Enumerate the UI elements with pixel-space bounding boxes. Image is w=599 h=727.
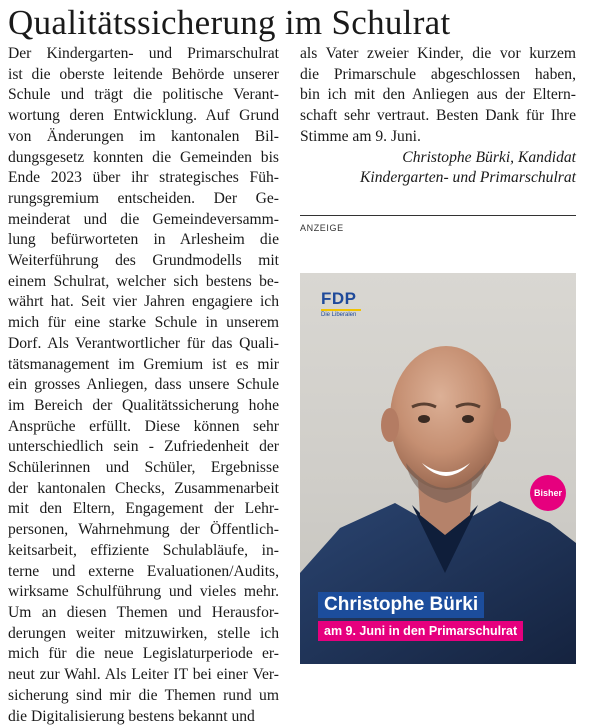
text-line: Ende 2023 über ihr strategisches Füh- (8, 168, 279, 189)
text-line: rungsgremium entscheiden. Der Ge- (8, 189, 279, 210)
text-line: meinderat und die Gemeindeversamm- (8, 210, 279, 231)
text-line: personen, Wahrnehmung der Öffentlich- (8, 520, 279, 541)
ad-divider (300, 215, 576, 216)
text-line: wortung deren Entwicklung. Auf Grund (8, 106, 279, 127)
text-line: einem Schulrat, welcher sich bestens be- (8, 272, 279, 293)
text-line: lung befürworteten in Arlesheim die (8, 230, 279, 251)
fdp-logo (321, 290, 365, 319)
text-line: mich für die neue Legislaturperiode er- (8, 644, 279, 665)
text-line: dungsgesetz konnten die Gemeinden bis (8, 148, 279, 169)
text-line: bin ich mit den Anliegen aus der Eltern- (300, 85, 576, 106)
text-line: terne und externe Evaluationen/Audits, (8, 562, 279, 583)
text-line: sicherung sind mir die Themen rund um (8, 686, 279, 707)
text-line: Der Kindergarten- und Primarschulrat (8, 44, 279, 65)
text-line: Weiterführung des Grundmodells mit (8, 251, 279, 272)
text-line: keitsarbeit, effiziente Schulabläufe, in- (8, 541, 279, 562)
article-body-left (8, 44, 279, 727)
text-line: mit den Eltern, Engagement der Lehr- (8, 499, 279, 520)
text-line: der kantonalen Checks, Zusammenarbeit (8, 479, 279, 500)
text-line: neut zur Wahl. Als Leiter IT bei einer Ver- (8, 665, 279, 686)
text-line: wirksame Schulführung und vieles mehr. (8, 582, 279, 603)
text-line: unterschiedlich sein - Zufriedenheit der (8, 437, 279, 458)
signature (300, 148, 576, 189)
incumbent-badge: Bisher (530, 475, 566, 511)
text-line: die Digitalisierung bestens bekannt und (8, 707, 279, 727)
text-line: schaft sehr vertraut. Besten Dank für Ihre (300, 106, 576, 127)
text-line: ein grosses Anliegen, dass unsere Schule (8, 375, 279, 396)
candidate-name: Christophe Bürki (318, 592, 484, 618)
ad-label: ANZEIGE (300, 223, 344, 233)
party-name: FDP (321, 290, 365, 308)
text-line: Dorf. Als Verantwortlicher für das Quali- (8, 334, 279, 355)
signature-name: Christophe Bürki, Kandidat (300, 148, 576, 169)
article-column-right (300, 44, 576, 189)
party-subtitle: Die Liberalen (321, 311, 365, 319)
campaign-ad[interactable] (300, 273, 576, 664)
text-line: währt hat. Seit vier Jahren engagiere ich (8, 292, 279, 313)
text-line: tätsmanagement im Gremium ist es mir (8, 355, 279, 376)
article-column-left (8, 44, 279, 727)
text-line: mich für eine starke Schule in unserem (8, 313, 279, 334)
article-body-right (300, 44, 576, 148)
text-line: im Bereich der Qualitätssicherung hohe (8, 396, 279, 417)
article-title: Qualitätssicherung im Schulrat (8, 2, 593, 44)
text-line: als Vater zweier Kinder, die vor kurzem (300, 44, 576, 65)
text-line: Um an diesen Themen und Herausfor- (8, 603, 279, 624)
text-line: von Änderungen im kantonalen Bil- (8, 127, 279, 148)
text-line: derungen weiter mitzuwirken, stelle ich (8, 624, 279, 645)
text-line: die Primarschule abgeschlossen haben, (300, 65, 576, 86)
text-line: Schülerinnen und Schüler, Ergebnisse (8, 458, 279, 479)
election-tagline: am 9. Juni in den Primarschulrat (318, 621, 523, 641)
text-line: Schule und trägt die politische Verant- (8, 85, 279, 106)
text-line: Stimme am 9. Juni. (300, 127, 576, 148)
text-line: ist die oberste leitende Behörde unserer (8, 65, 279, 86)
signature-role: Kindergarten- und Primarschulrat (300, 168, 576, 189)
text-line: Ansprüche erfüllt. Diese können sehr (8, 417, 279, 438)
